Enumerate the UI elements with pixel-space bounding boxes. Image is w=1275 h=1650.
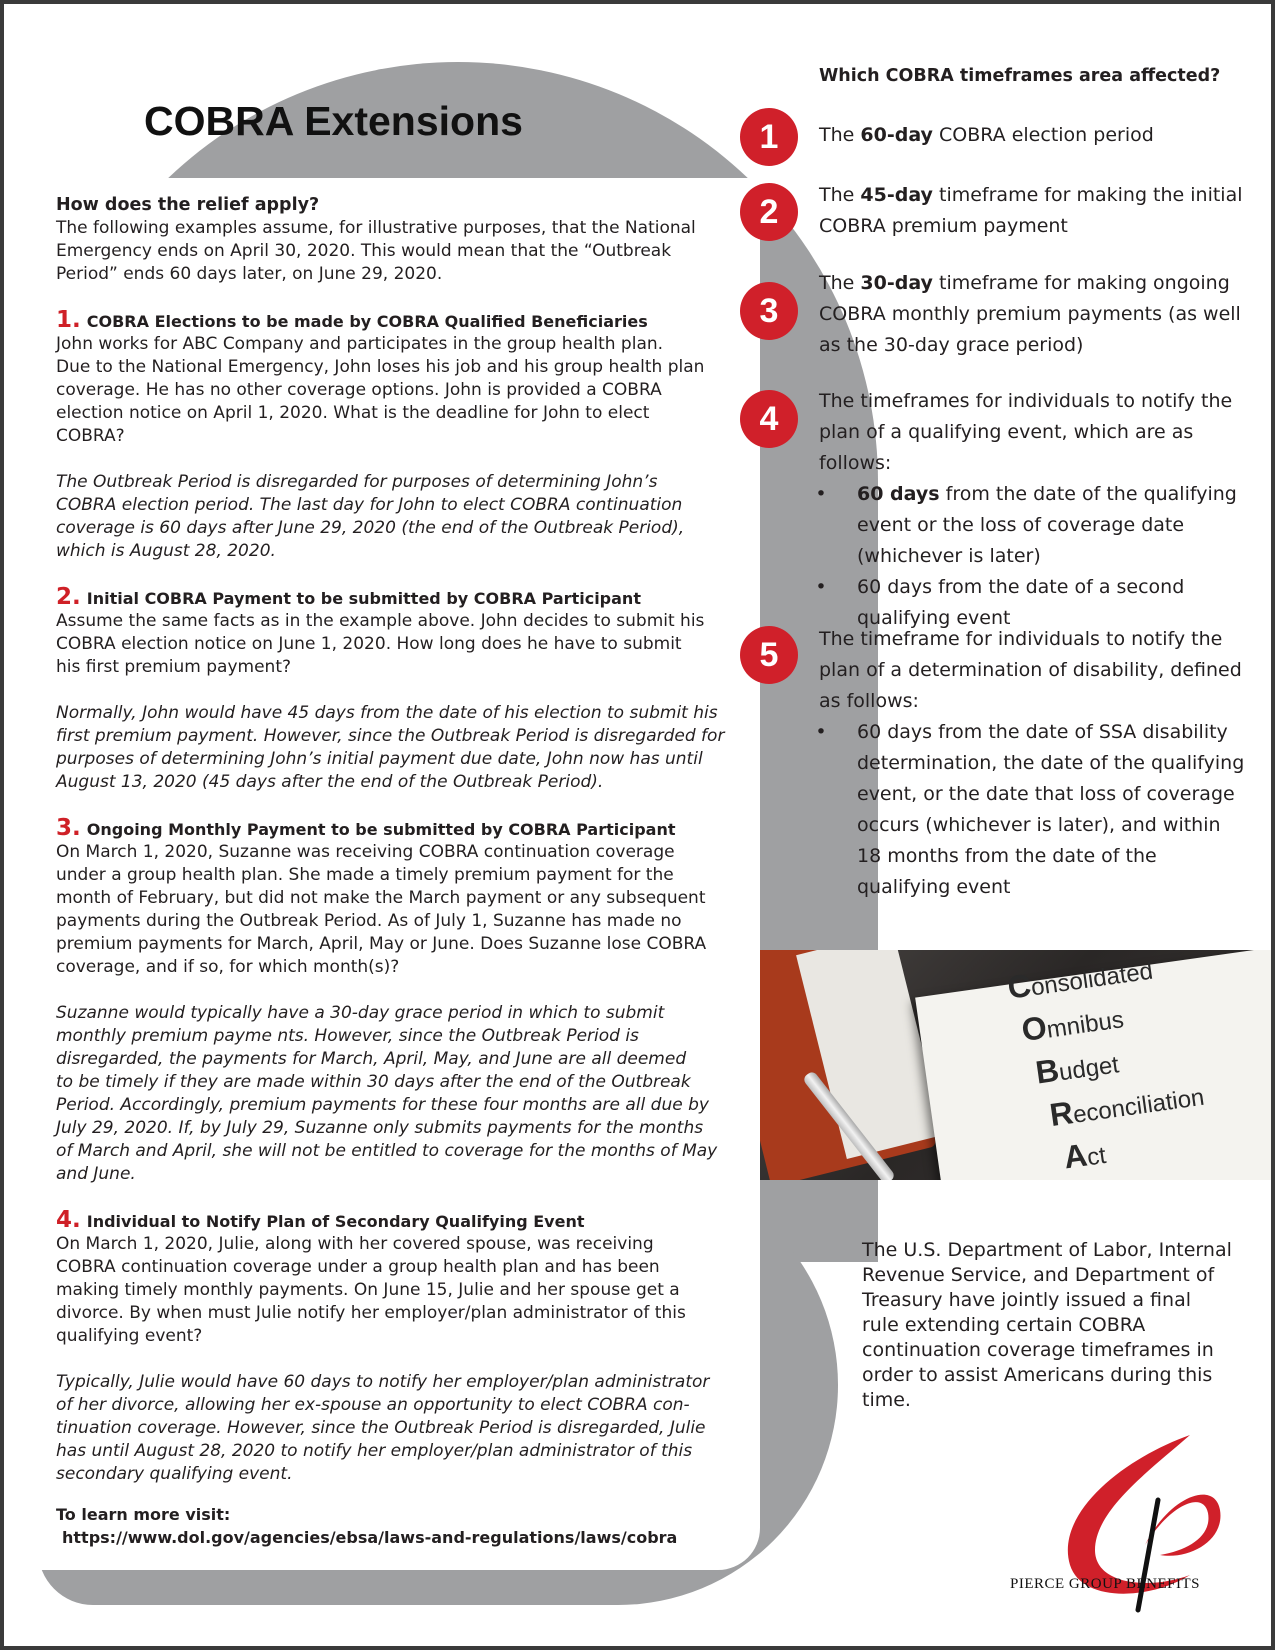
cobra-photo (760, 950, 1272, 1180)
example-heading (56, 817, 746, 841)
example-heading (56, 1209, 746, 1233)
acronym-word: econciliation (1071, 1083, 1206, 1129)
acronym-initial: O (1019, 1008, 1049, 1049)
timeframe-text (819, 180, 1249, 242)
example-answer-line: COBRA election period. The last day for John to elect COBRA continuation (56, 495, 683, 515)
timeframe-text-bold: 45-day (860, 184, 933, 206)
spacer (56, 679, 746, 702)
acronym-word: onsolidated (1029, 957, 1155, 1002)
bullet-text: 60 days from the date of SSA disability determination, the date of the qualifying event, or the date that loss of coverage occurs (whichever is later), and within 18 months from the date of the qualifying event (857, 721, 1245, 898)
example-answer-line: coverage is 60 days after June 29, 2020 (the end of the Outbreak Period), (56, 518, 685, 538)
step-1-badge: 1 (740, 108, 798, 166)
spacer (56, 1348, 746, 1371)
example-number: 4. (56, 1207, 81, 1233)
timeframe-item-1 (819, 120, 1249, 151)
timeframes-heading: Which COBRA timeframes area affected? (819, 66, 1221, 86)
example-number: 2. (56, 584, 81, 610)
timeframe-text-pre: The (819, 184, 861, 206)
example-title: COBRA Elections to be made by COBRA Qualified Beneficiaries (86, 312, 648, 331)
intro-text (56, 217, 746, 286)
example-answer-line: Typically, Julie would have 60 days to notify her employer/plan administrator (56, 1372, 710, 1392)
dol-link[interactable]: https://www.dol.gov/agencies/ebsa/laws-and-regulations/laws/cobra (62, 1528, 678, 1547)
timeframe-bullet (815, 717, 1249, 903)
timeframe-bullets (815, 479, 1249, 634)
example-answer-line: of her divorce, allowing her ex-spouse an opportunity to elect COBRA con- (56, 1395, 690, 1415)
timeframe-text-post: timeframe for making ongoing COBRA monthly premium payments (as well as the 30-day grace period) (819, 272, 1241, 356)
step-3-badge: 3 (740, 282, 798, 340)
example-heading (56, 309, 746, 333)
example-question-line: COBRA? (56, 426, 125, 446)
example-question-line: payments during the Outbreak Period. As of July 1, Suzanne has made no (56, 911, 682, 931)
example-answer-line: tinuation coverage. However, since the Outbreak Period is disregarded, Julie (56, 1418, 706, 1438)
example-answer-line: Period. Accordingly, premium payments for these four months are all due by (56, 1095, 709, 1115)
example-answer-line: to be timely if they are made within 30 days after the end of the Outbreak (56, 1072, 691, 1092)
example-question-line: On March 1, 2020, Julie, along with her covered spouse, was receiving (56, 1234, 654, 1254)
example-question-line: under a group health plan. She made a timely premium payment for the (56, 865, 674, 885)
spacer (56, 563, 746, 586)
example-heading (56, 586, 746, 610)
intro-heading: How does the relief apply? (56, 195, 320, 215)
example-answer-line: has until August 28, 2020 to notify her employer/plan administrator of this (56, 1441, 693, 1461)
step-2-badge: 2 (740, 183, 798, 241)
timeframe-item-4 (815, 386, 1249, 634)
timeframe-bullet (815, 479, 1249, 572)
example-answer-line: The Outbreak Period is disregarded for purposes of determining John’s (56, 472, 658, 492)
example-answer-line: August 13, 2020 (45 days after the end of the Outbreak Period). (56, 772, 604, 792)
example-answer-line: July 29, 2020. If, by July 29, Suzanne only submits payments for the months (56, 1118, 704, 1138)
timeframe-text: The timeframe for individuals to notify the plan of a determination of disability, defined as follows: (819, 628, 1242, 712)
learn-more-label: To learn more visit: (56, 1505, 231, 1524)
timeframe-text-pre: The (819, 272, 861, 294)
example-question-line: Due to the National Emergency, John loses his job and his group health plan (56, 357, 705, 377)
bullet-icon: • (815, 483, 827, 505)
acronym-initial: R (1047, 1094, 1076, 1134)
intro-line: Emergency ends on April 30, 2020. This would mean that the “Outbreak (56, 241, 672, 261)
spacer (56, 794, 746, 817)
timeframe-text-post: timeframe for making the initial COBRA premium payment (819, 184, 1243, 237)
spacer (56, 448, 746, 471)
step-4-badge: 4 (740, 390, 798, 448)
example-question-line: divorce. By when must Julie notify her employer/plan administrator of this (56, 1303, 686, 1323)
bullet-text: 60 days from the date of a second qualifying event (857, 576, 1185, 629)
rule-description: The U.S. Department of Labor, Internal Revenue Service, and Department of Treasury have jointly issued a final rule extending certain COBRA continuation coverage timeframes in order to assist Americans during this time. (862, 1239, 1232, 1411)
example-answer-line: which is August 28, 2020. (56, 541, 276, 561)
bullet-text: from the date of the qualifying event or the loss of coverage date (whichever is later) (857, 483, 1237, 567)
examples-content (56, 194, 746, 1549)
acronym-initial: B (1033, 1051, 1062, 1091)
example-question-line: making timely monthly payments. On June 15, Julie and her spouse get a (56, 1280, 680, 1300)
example-answer-line: of March and April, she will not be entitled to coverage for the months of May (56, 1141, 718, 1161)
timeframe-text (819, 268, 1249, 361)
example-question-line: coverage, and if so, for which month(s)? (56, 957, 400, 977)
example-question-line: month of February, but did not make the March payment or any subsequent (56, 888, 706, 908)
timeframe-item-3 (819, 268, 1249, 361)
example-number: 3. (56, 815, 81, 841)
example-question-line: COBRA election notice on June 1, 2020. How long does he have to submit (56, 634, 682, 654)
timeframe-text-bold: 60-day (860, 124, 933, 146)
example-title: Initial COBRA Payment to be submitted by COBRA Participant (86, 589, 641, 608)
example-question-line: On March 1, 2020, Suzanne was receiving COBRA continuation coverage (56, 842, 675, 862)
example-answer-line: Suzanne would typically have a 30-day grace period in which to submit (56, 1003, 665, 1023)
example-title: Individual to Notify Plan of Secondary Qualifying Event (86, 1212, 585, 1231)
example-question-line: Assume the same facts as in the example above. John decides to submit his (56, 611, 705, 631)
timeframe-text-pre: The (819, 124, 861, 146)
example-answer-line: purposes of determining John’s initial payment due date, John now has until (56, 749, 703, 769)
example-question-line: election notice on April 1, 2020. What is the deadline for John to elect (56, 403, 650, 423)
bullet-bold: 60 days (857, 483, 940, 505)
example-answer-line: Normally, John would have 45 days from the date of his election to submit his (56, 703, 718, 723)
cobra-acronym (1005, 950, 1213, 1180)
intro-line: The following examples assume, for illustrative purposes, that the National (56, 218, 696, 238)
spacer (56, 286, 746, 309)
example-answer-line: first premium payment. However, since the Outbreak Period is disregarded for (56, 726, 725, 746)
example-question-line: John works for ABC Company and participates in the group health plan. (56, 334, 664, 354)
timeframe-item-2 (819, 180, 1249, 242)
acronym-initial: C (1005, 966, 1034, 1006)
acronym-initial: A (1061, 1136, 1090, 1176)
acronym-word: ct (1085, 1141, 1108, 1172)
timeframe-bullets (815, 717, 1249, 903)
timeframe-text: The timeframes for individuals to notify the plan of a qualifying event, which are as follows: (819, 390, 1233, 474)
timeframe-text (819, 120, 1249, 151)
example-title: Ongoing Monthly Payment to be submitted by COBRA Participant (86, 820, 676, 839)
example-number: 1. (56, 307, 81, 333)
bullet-icon: • (815, 721, 827, 743)
example-question-line: premium payments for March, April, May or June. Does Suzanne lose COBRA (56, 934, 707, 954)
acronym-word: udget (1057, 1051, 1121, 1087)
bullet-icon: • (815, 576, 827, 598)
example-answer-line: and June. (56, 1164, 136, 1184)
example-question-line: qualifying event? (56, 1326, 203, 1346)
example-answer-line: disregarded, the payments for March, April, May, and June are all deemed (56, 1049, 687, 1069)
timeframe-text-post: COBRA election period (932, 124, 1154, 146)
timeframe-item-5 (815, 624, 1249, 903)
spacer (56, 979, 746, 1002)
example-question-line: his first premium payment? (56, 657, 292, 677)
example-answer-line: secondary qualifying event. (56, 1464, 293, 1484)
example-answer-line: monthly premium payme nts. However, since the Outbreak Period is (56, 1026, 639, 1046)
example-question-line: COBRA continuation coverage under a group health plan and has been (56, 1257, 660, 1277)
step-5-badge: 5 (740, 626, 798, 684)
timeframe-text-bold: 30-day (860, 272, 933, 294)
brand-name: PIERCE GROUP BENEFITS (1010, 1576, 1200, 1592)
examples-panel (38, 178, 760, 1570)
spacer (56, 1186, 746, 1209)
acronym-word: mnibus (1045, 1006, 1126, 1044)
intro-line: Period” ends 60 days later, on June 29, 2020. (56, 264, 443, 284)
page-title: COBRA Extensions (144, 98, 523, 144)
example-question-line: coverage. He has no other coverage options. John is provided a COBRA (56, 380, 662, 400)
examples-list (56, 286, 746, 1486)
